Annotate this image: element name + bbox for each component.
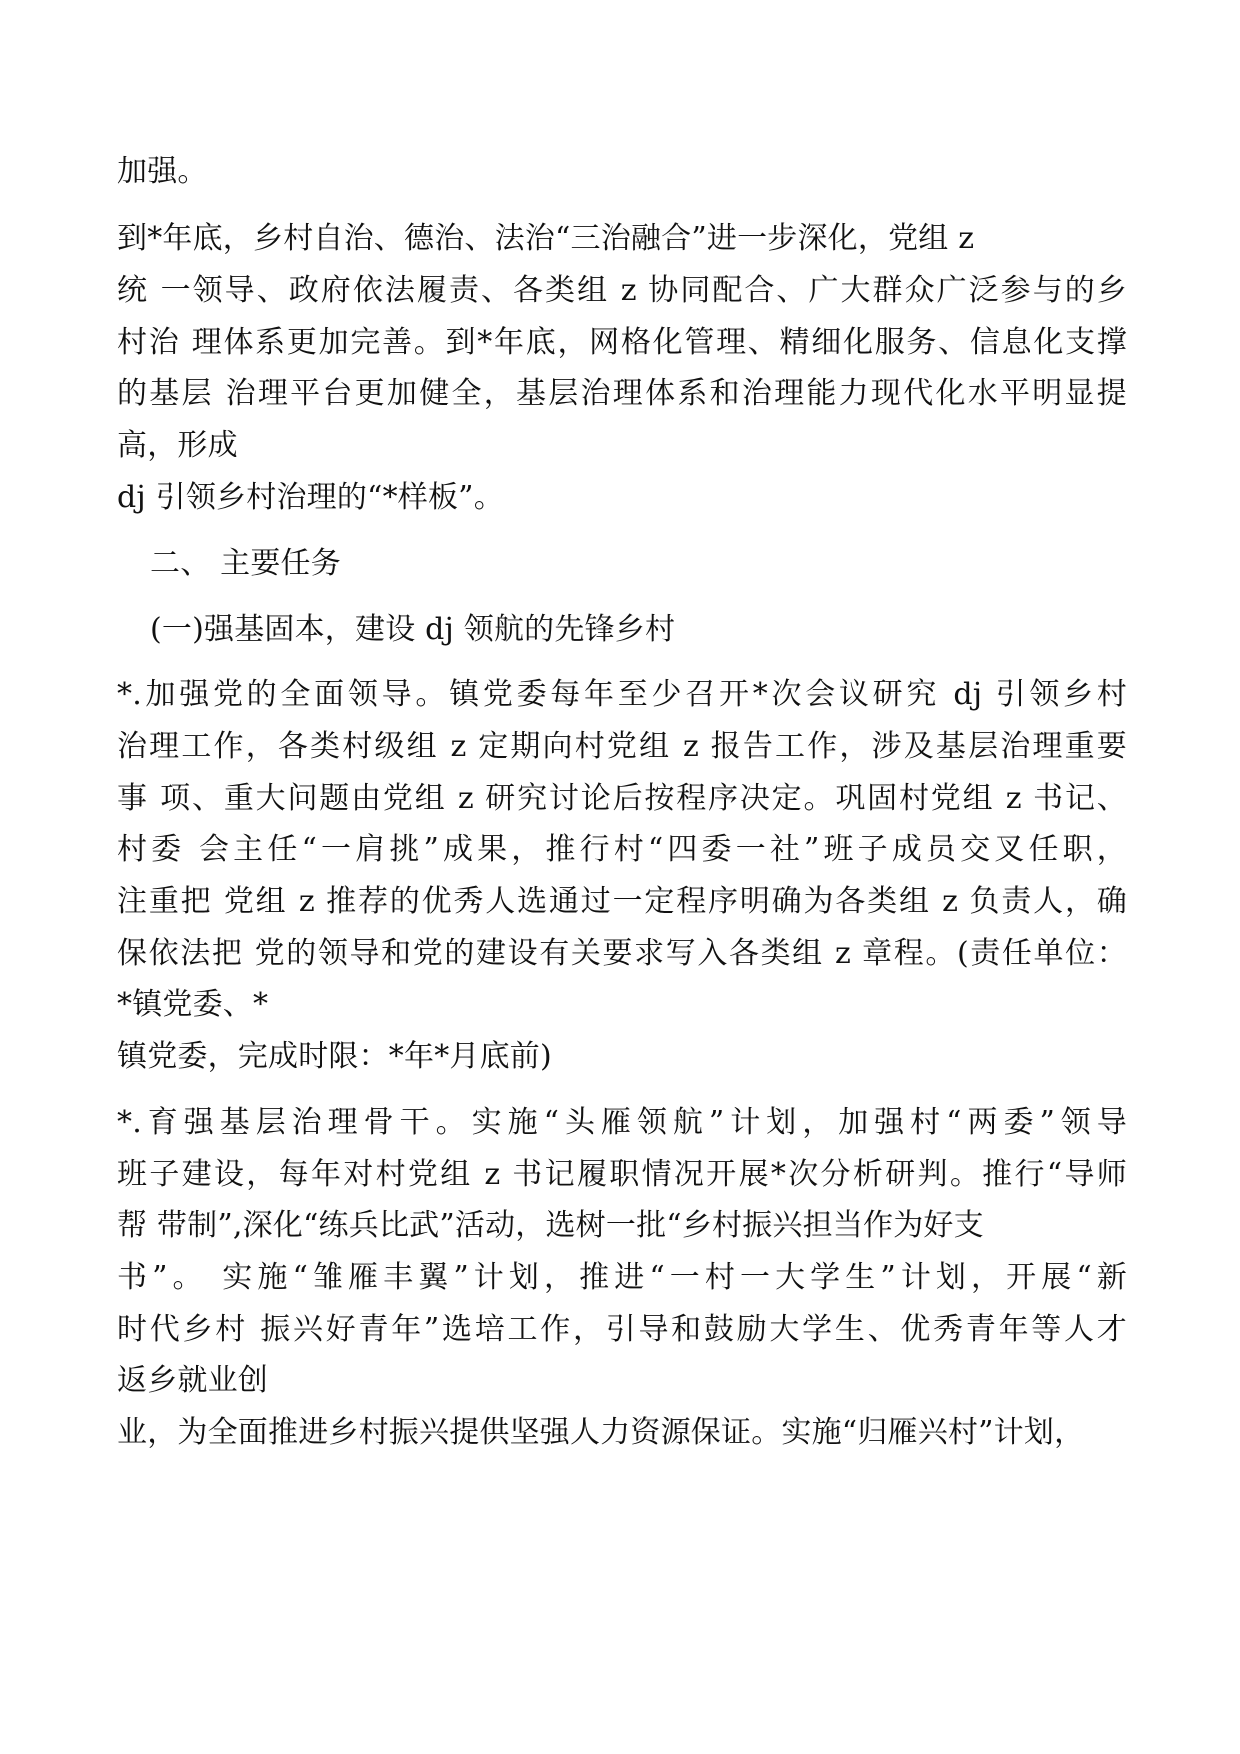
- subsection-heading: (一)强基固本，建设 dj 领航的先锋乡村: [150, 612, 676, 647]
- text-line: *.育强基层治理骨干。实施“头雁领航”计划，加强村“两委”领导: [117, 1105, 1127, 1140]
- text-line: 班子建设，每年对村党组 z 书记履职情况开展*次分析研判。推行“导师: [117, 1157, 1127, 1192]
- text-line: 加强。: [117, 154, 208, 189]
- text-line: 村治 理体系更加完善。到*年底，网格化管理、精细化服务、信息化支撑: [117, 325, 1127, 360]
- text-line: *镇党委、*: [117, 987, 269, 1022]
- text-line: 高，形成: [117, 428, 238, 463]
- text-line: 时代乡村 振兴好青年”选培工作，引导和鼓励大学生、优秀青年等人才: [117, 1312, 1127, 1347]
- text-line: 帮 带制”,深化“练兵比武”活动，选树一批“乡村振兴担当作为好支: [117, 1208, 984, 1243]
- text-line: *.加强党的全面领导。镇党委每年至少召开*次会议研究 dj 引领乡村: [117, 677, 1127, 712]
- text-line: 的基层 治理平台更加健全，基层治理体系和治理能力现代化水平明显提: [117, 376, 1127, 411]
- text-line: 到*年底，乡村自治、德治、法治“三治融合”进一步深化，党组 z: [117, 221, 975, 256]
- text-line: 保依法把 党的领导和党的建设有关要求写入各类组 z 章程。(责任单位：: [117, 936, 1127, 971]
- text-line: 书”。 实施“雏雁丰翼”计划，推进“一村一大学生”计划，开展“新: [117, 1260, 1127, 1295]
- text-line: 村委 会主任“一肩挑”成果，推行村“四委一社”班子成员交叉任职，: [117, 832, 1127, 867]
- text-line: dj 引领乡村治理的“*样板”。: [117, 480, 504, 515]
- text-line: 注重把 党组 z 推荐的优秀人选通过一定程序明确为各类组 z 负责人，确: [117, 884, 1127, 919]
- section-heading: 二、 主要任务: [150, 546, 341, 581]
- text-line: 镇党委，完成时限：*年*月底前): [117, 1039, 552, 1074]
- text-line: 返乡就业创: [117, 1363, 268, 1398]
- text-line: 统 一领导、政府依法履责、各类组 z 协同配合、广大群众广泛参与的乡: [117, 273, 1127, 308]
- text-line: 业，为全面推进乡村振兴提供坚强人力资源保证。实施“归雁兴村”计划，: [117, 1415, 1085, 1450]
- text-line: 事 项、重大问题由党组 z 研究讨论后按程序决定。巩固村党组 z 书记、: [117, 781, 1127, 816]
- text-line: 治理工作，各类村级组 z 定期向村党组 z 报告工作，涉及基层治理重要: [117, 729, 1127, 764]
